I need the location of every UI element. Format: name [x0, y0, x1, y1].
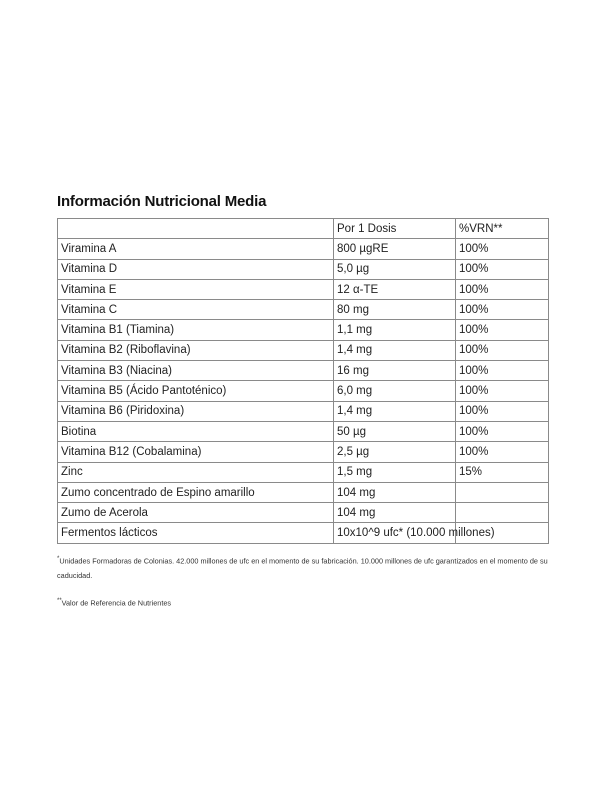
- nutrient-vrn: 100%: [456, 239, 549, 259]
- nutrient-vrn: [456, 482, 549, 502]
- nutrient-name: Biotina: [58, 421, 334, 441]
- table-row: [58, 381, 549, 401]
- nutrient-vrn: 100%: [456, 300, 549, 320]
- table-row: [58, 503, 549, 523]
- nutrition-title: Información Nutricional Media: [57, 193, 267, 210]
- header-vrn: %VRN**: [456, 219, 549, 239]
- nutrient-name: Vitamina B2 (Riboflavina): [58, 340, 334, 360]
- nutrient-name: Vitamina B1 (Tiamina): [58, 320, 334, 340]
- nutrient-amount: 1,5 mg: [334, 462, 456, 482]
- nutrient-name: Vitamina D: [58, 259, 334, 279]
- table-row: [58, 340, 549, 360]
- nutrient-vrn: 100%: [456, 361, 549, 381]
- nutrient-name: Vitamina B6 (Piridoxina): [58, 401, 334, 421]
- nutrient-name: Vitamina E: [58, 279, 334, 299]
- nutrient-amount: 104 mg: [334, 503, 456, 523]
- nutrition-table: [57, 218, 549, 544]
- table-row: [58, 239, 549, 259]
- nutrient-name: Vitamina B12 (Cobalamina): [58, 442, 334, 462]
- nutrient-amount: 6,0 mg: [334, 381, 456, 401]
- table-row: [58, 523, 549, 543]
- footnote-vrn: [57, 598, 171, 607]
- nutrient-name: Vitamina B3 (Niacina): [58, 361, 334, 381]
- nutrient-amount: 2,5 µg: [334, 442, 456, 462]
- footnote-ufc-text: Unidades Formadoras de Colonias. 42.000 millones de ufc en el momento de su fabricación. 10.000 millones de ufc garantizados en el momento de su caducidad.: [57, 556, 548, 581]
- nutrient-name: Vitamina B5 (Ácido Pantoténico): [58, 381, 334, 401]
- nutrient-name: Zinc: [58, 462, 334, 482]
- nutrient-name: Fermentos lácticos: [58, 523, 334, 543]
- table-row: [58, 482, 549, 502]
- table-row: [58, 361, 549, 381]
- nutrient-amount: 10x10^9 ufc* (10.000 millones): [334, 523, 456, 543]
- nutrient-amount: 104 mg: [334, 482, 456, 502]
- table-row: [58, 320, 549, 340]
- nutrient-vrn: 100%: [456, 340, 549, 360]
- nutrient-name: Zumo concentrado de Espino amarillo: [58, 482, 334, 502]
- nutrient-vrn: 100%: [456, 421, 549, 441]
- nutrient-name: Viramina A: [58, 239, 334, 259]
- nutrient-name: Zumo de Acerola: [58, 503, 334, 523]
- nutrient-amount: 80 mg: [334, 300, 456, 320]
- footnote-vrn-text: Valor de Referencia de Nutrientes: [61, 598, 172, 608]
- nutrient-amount: 800 µgRE: [334, 239, 456, 259]
- nutrient-vrn: 100%: [456, 401, 549, 421]
- table-row: [58, 462, 549, 482]
- footnote-ufc-marker: *: [57, 556, 60, 562]
- table-row: [58, 259, 549, 279]
- table-header-row: [58, 219, 549, 239]
- nutrient-amount: 5,0 µg: [334, 259, 456, 279]
- footnote-ufc: [57, 552, 552, 583]
- table-row: [58, 421, 549, 441]
- nutrient-vrn: [456, 503, 549, 523]
- table-row: [58, 300, 549, 320]
- nutrient-amount: 1,4 mg: [334, 340, 456, 360]
- nutrient-vrn: 100%: [456, 259, 549, 279]
- nutrient-vrn: 100%: [456, 442, 549, 462]
- nutrient-amount: 50 µg: [334, 421, 456, 441]
- table-row: [58, 442, 549, 462]
- header-per-dose: Por 1 Dosis: [334, 219, 456, 239]
- header-nutrient: [58, 219, 334, 239]
- table-row: [58, 401, 549, 421]
- nutrient-vrn: 100%: [456, 381, 549, 401]
- nutrient-name: Vitamina C: [58, 300, 334, 320]
- nutrient-amount: 1,4 mg: [334, 401, 456, 421]
- footnote-vrn-marker: **: [57, 598, 62, 604]
- nutrient-vrn: 100%: [456, 279, 549, 299]
- nutrient-vrn: 15%: [456, 462, 549, 482]
- nutrient-amount: 1,1 mg: [334, 320, 456, 340]
- table-row: [58, 279, 549, 299]
- nutrient-vrn: 100%: [456, 320, 549, 340]
- nutrient-amount: 16 mg: [334, 361, 456, 381]
- nutrient-amount: 12 α-TE: [334, 279, 456, 299]
